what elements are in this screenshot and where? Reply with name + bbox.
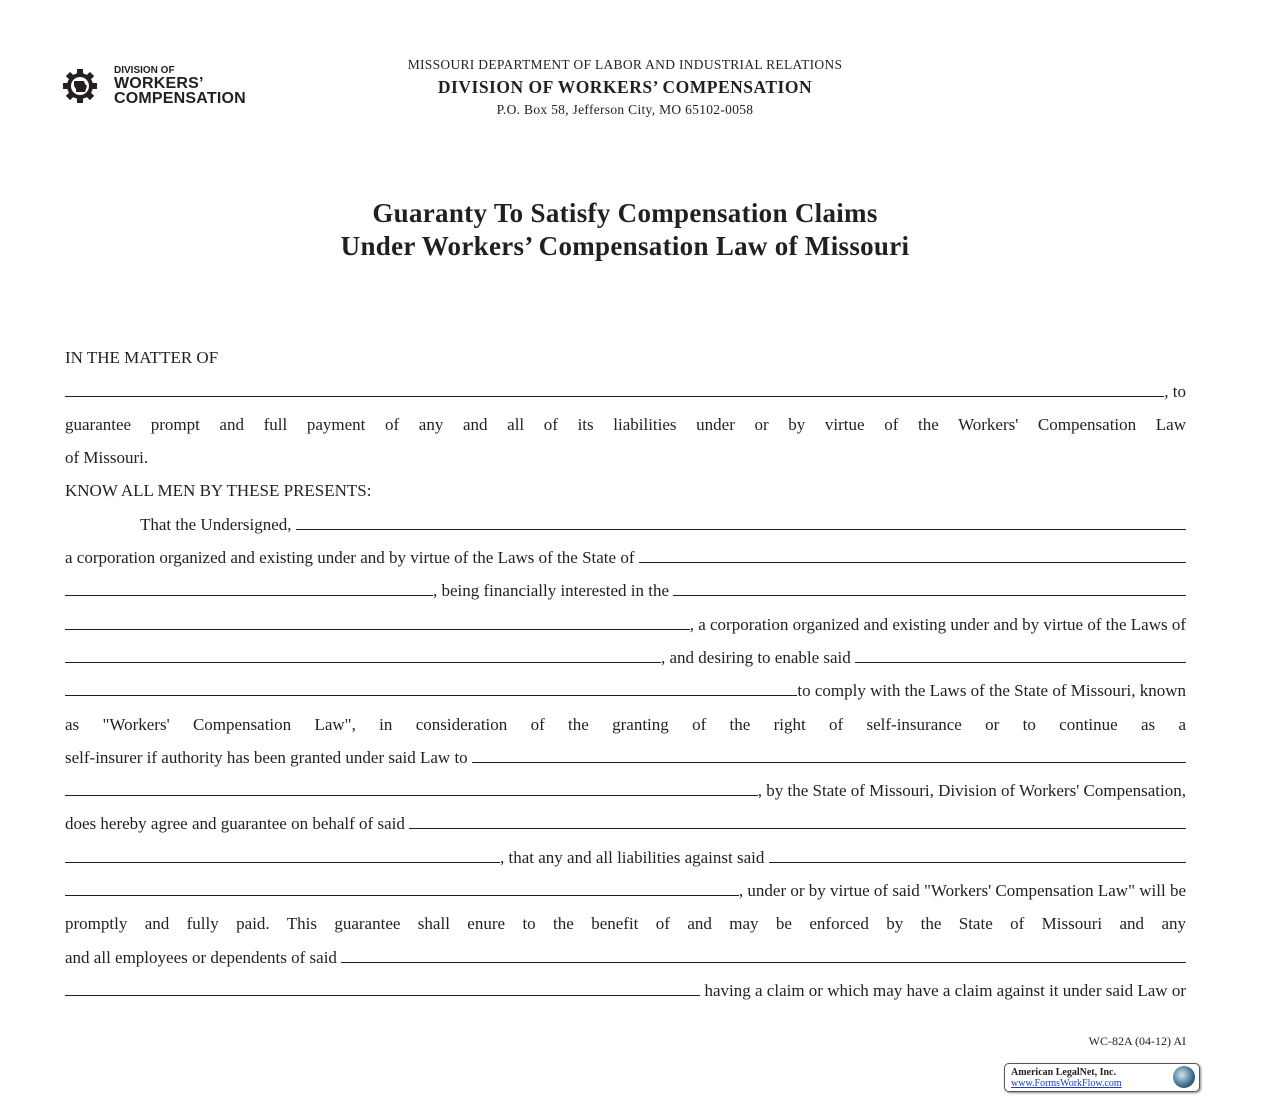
enable-said-blank[interactable] [855, 662, 1186, 663]
form-number: WC-82A (04-12) AI [1088, 1034, 1186, 1048]
text: self-insurer if authority has been granted under said Law to [65, 747, 472, 767]
text: guarantee prompt and full payment of any and all of its liabilities under or by virtue of the Workers' Compensation Law [65, 414, 1186, 434]
address: P.O. Box 58, Jefferson City, MO 65102-0058 [496, 102, 754, 117]
interested-blank[interactable] [673, 595, 1186, 596]
logo-line2: WORKERS’ [114, 74, 204, 92]
vendor-name: American LegalNet, Inc. [1011, 1067, 1116, 1078]
text: , being financially interested in the [433, 581, 674, 601]
text: promptly and fully paid. This guarantee shall enure to the benefit of and may be enforced by the State of Missouri and any [65, 914, 1186, 934]
vendor-link[interactable]: www.FormsWorkFlow.com [1011, 1078, 1122, 1089]
text: , that any and all liabilities against said [500, 847, 769, 867]
text: , under or by virtue of said "Workers' Compensation Law" will be [738, 881, 1186, 901]
granted-to-blank[interactable] [472, 762, 1186, 763]
text: to comply with the Laws of the State of Missouri, known [797, 681, 1186, 701]
form-body [65, 338, 1186, 1004]
matter-heading: IN THE MATTER OF [65, 348, 219, 368]
undersigned-blank[interactable] [296, 529, 1186, 530]
liabilities-against-blank-cont[interactable] [65, 895, 739, 896]
text: , by the State of Missouri, Division of Workers' Compensation, [757, 781, 1186, 801]
division-name: DIVISION OF WORKERS’ COMPENSATION [437, 77, 813, 97]
text: , and desiring to enable said [661, 647, 856, 667]
interested-blank-cont[interactable] [65, 629, 690, 630]
text: having a claim or which may have a claim against it under said Law or [700, 980, 1186, 1000]
presents-heading: KNOW ALL MEN BY THESE PRESENTS: [65, 481, 372, 501]
text: a corporation organized and existing under and by virtue of the Laws of the State of [65, 548, 639, 568]
state-blank-cont[interactable] [65, 595, 433, 596]
dependents-of-blank[interactable] [341, 962, 1186, 963]
text: , to [1164, 381, 1186, 401]
text: as "Workers' Compensation Law", in consideration of the granting of the right of self-insurance or to continue as a [65, 714, 1186, 734]
text: That the Undersigned, [140, 514, 296, 534]
text: , a corporation organized and existing under and by virtue of the Laws of [689, 614, 1186, 634]
matter-blank[interactable] [65, 396, 1164, 397]
vendor-badge[interactable] [1004, 1063, 1200, 1092]
form-title-line1: Guaranty To Satisfy Compensation Claims [372, 198, 878, 228]
dependents-of-blank-cont[interactable] [65, 995, 700, 996]
behalf-of-blank-cont[interactable] [65, 862, 500, 863]
behalf-of-blank[interactable] [409, 828, 1186, 829]
text: of Missouri. [65, 448, 149, 468]
state-blank[interactable] [639, 562, 1186, 563]
text: and all employees or dependents of said [65, 947, 342, 967]
globe-icon [1173, 1066, 1195, 1088]
logo-line1: DIVISION OF [114, 65, 175, 76]
form-title-line2: Under Workers’ Compensation Law of Missouri [340, 231, 910, 261]
enable-said-blank-cont[interactable] [65, 695, 797, 696]
laws-of-blank[interactable] [65, 662, 661, 663]
liabilities-against-blank[interactable] [769, 862, 1186, 863]
department-name: MISSOURI DEPARTMENT OF LABOR AND INDUSTRIAL RELATIONS [407, 57, 843, 72]
granted-to-blank-cont[interactable] [65, 795, 758, 796]
text: does hereby agree and guarantee on behalf of said [65, 814, 410, 834]
logo-line3: COMPENSATION [114, 89, 246, 107]
